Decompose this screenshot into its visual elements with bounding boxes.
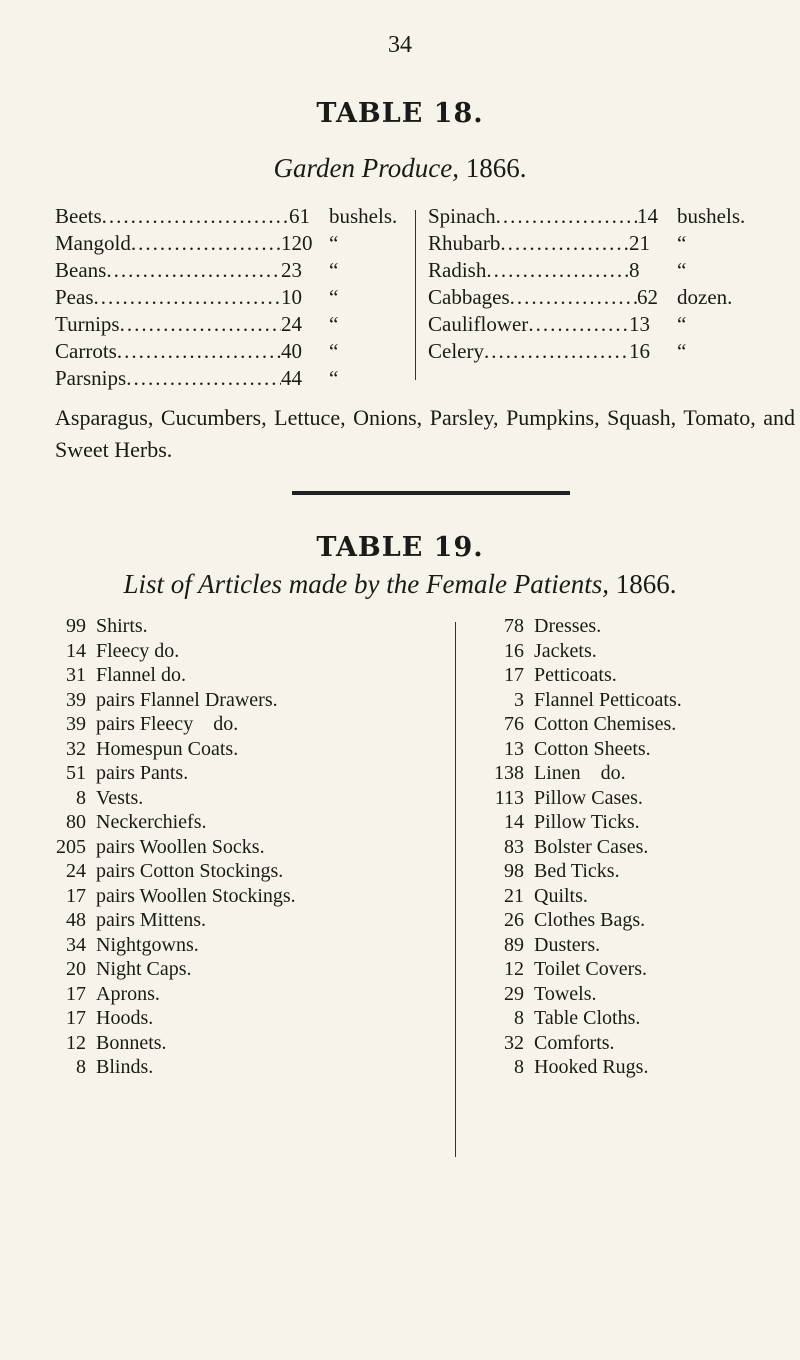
- produce-row: [55, 311, 407, 338]
- dot-leader: [486, 257, 629, 284]
- article-count: 51: [66, 762, 86, 784]
- article-row: [480, 884, 790, 909]
- article-count: 8: [514, 1007, 524, 1029]
- articles-list-right: [480, 614, 790, 1080]
- article-row: [480, 663, 790, 688]
- article-count: 21: [504, 884, 524, 907]
- produce-name: Mangold: [55, 231, 131, 255]
- produce-row: [428, 257, 773, 284]
- article-count: 31: [66, 664, 86, 686]
- produce-name: Beans: [55, 258, 107, 282]
- produce-quantity: 8: [629, 258, 640, 282]
- page-number: 34: [388, 32, 412, 58]
- article-row: [480, 859, 790, 884]
- article-row: [42, 982, 422, 1007]
- article-row: [42, 1055, 422, 1080]
- produce-name: Carrots: [55, 339, 117, 363]
- produce-unit: “: [329, 231, 339, 255]
- article-row: [42, 737, 422, 762]
- article-row: [480, 786, 790, 811]
- article-count: 89: [504, 933, 524, 956]
- produce-quantity: 62: [637, 285, 658, 309]
- article-name: Table Cloths.: [534, 1007, 641, 1029]
- article-name: Blinds.: [96, 1056, 154, 1078]
- article-row: [42, 957, 422, 982]
- dot-leader: [117, 338, 281, 365]
- article-count: 24: [66, 860, 86, 882]
- produce-unit: “: [677, 258, 687, 282]
- article-count: 17: [66, 1007, 86, 1029]
- article-name: Bed Ticks.: [534, 860, 620, 882]
- article-name: Aprons.: [96, 982, 160, 1005]
- article-row: [42, 786, 422, 811]
- article-name: pairs Flannel Drawers.: [96, 688, 278, 711]
- produce-name: Spinach: [428, 204, 496, 228]
- article-count: 26: [504, 909, 524, 931]
- article-row: [480, 957, 790, 982]
- article-name: Fleecy do.: [96, 639, 180, 662]
- article-count: 83: [504, 835, 524, 858]
- article-name: Toilet Covers.: [534, 958, 648, 980]
- produce-quantity: 44: [281, 366, 302, 390]
- other-produce-text: Asparagus, Cucumbers, Lettuce, Onions, Parsley, Pumpkins, Squash, Tomato, and Sweet Herbs.: [55, 405, 795, 462]
- dot-leader: [484, 338, 629, 365]
- produce-row: [55, 257, 407, 284]
- article-count: 3: [514, 688, 524, 711]
- article-name: pairs Woollen Socks.: [96, 835, 265, 858]
- produce-unit: “: [329, 285, 339, 309]
- article-row: [480, 688, 790, 713]
- article-count: 13: [504, 737, 524, 760]
- article-row: [42, 639, 422, 664]
- article-name: Neckerchiefs.: [96, 811, 207, 833]
- article-name: Linen do.: [534, 762, 626, 784]
- article-name: Cotton Chemises.: [534, 713, 677, 735]
- article-name: pairs Pants.: [96, 762, 189, 784]
- dot-leader: [126, 365, 281, 392]
- article-name: Shirts.: [96, 615, 148, 637]
- article-name: Night Caps.: [96, 958, 192, 980]
- produce-list-right: [428, 203, 773, 365]
- article-row: [42, 933, 422, 958]
- articles-list-left: [42, 614, 422, 1080]
- table-19-subtitle-main: List of Articles made by the Female Patients,: [123, 569, 609, 599]
- produce-name: Peas: [55, 285, 94, 309]
- produce-quantity: 16: [629, 339, 650, 363]
- table-18-subtitle-main: Garden Produce,: [273, 153, 459, 183]
- produce-unit: “: [677, 231, 687, 255]
- dot-leader: [510, 284, 637, 311]
- produce-row: [55, 338, 407, 365]
- article-count: 14: [66, 639, 86, 662]
- article-row: [42, 810, 422, 835]
- table-18-subtitle: [0, 153, 800, 184]
- article-count: 76: [504, 713, 524, 735]
- article-name: Clothes Bags.: [534, 909, 646, 931]
- article-count: 138: [494, 762, 524, 784]
- produce-quantity: 13: [629, 312, 650, 336]
- dot-leader: [528, 311, 629, 338]
- produce-list-left: [55, 203, 407, 392]
- table-19-subtitle-year: 1866.: [615, 569, 677, 599]
- article-name: pairs Mittens.: [96, 909, 206, 931]
- produce-name: Rhubarb: [428, 231, 501, 255]
- article-count: 78: [504, 615, 524, 637]
- article-name: Hoods.: [96, 1007, 154, 1029]
- produce-name: Cauliflower: [428, 312, 529, 336]
- section-divider: [292, 491, 570, 495]
- produce-row: [55, 284, 407, 311]
- article-count: 20: [66, 958, 86, 980]
- dot-leader: [102, 203, 289, 230]
- article-count: 8: [76, 1056, 86, 1078]
- produce-row: [428, 311, 773, 338]
- article-row: [480, 761, 790, 786]
- article-count: 17: [66, 982, 86, 1005]
- produce-unit: “: [329, 258, 339, 282]
- produce-unit: “: [677, 339, 687, 363]
- dot-leader: [500, 230, 629, 257]
- article-name: Cotton Sheets.: [534, 737, 651, 760]
- table-19-title: TABLE 19.: [316, 532, 484, 563]
- article-name: Dresses.: [534, 615, 602, 637]
- article-row: [480, 810, 790, 835]
- article-row: [480, 614, 790, 639]
- article-name: Nightgowns.: [96, 933, 199, 956]
- produce-quantity: 61: [289, 204, 310, 228]
- article-row: [480, 933, 790, 958]
- article-count: 205: [56, 835, 86, 858]
- article-count: 48: [66, 909, 86, 931]
- article-count: 14: [504, 811, 524, 833]
- article-count: 17: [504, 664, 524, 686]
- article-row: [480, 1031, 790, 1056]
- article-row: [42, 688, 422, 713]
- article-count: 32: [504, 1031, 524, 1054]
- dot-leader: [496, 203, 637, 230]
- article-row: [42, 761, 422, 786]
- produce-quantity: 21: [629, 231, 650, 255]
- article-count: 113: [494, 786, 524, 809]
- produce-name: Parsnips: [55, 366, 127, 390]
- produce-quantity: 10: [281, 285, 302, 309]
- produce-quantity: 120: [281, 231, 313, 255]
- produce-name: Cabbages: [428, 285, 510, 309]
- produce-unit: “: [329, 366, 339, 390]
- article-row: [480, 908, 790, 933]
- article-row: [42, 859, 422, 884]
- article-row: [480, 1006, 790, 1031]
- article-name: Comforts.: [534, 1031, 615, 1054]
- dot-leader: [94, 284, 282, 311]
- article-row: [480, 1055, 790, 1080]
- article-count: 17: [66, 884, 86, 907]
- produce-row: [55, 365, 407, 392]
- produce-name: Radish: [428, 258, 487, 282]
- article-name: pairs Cotton Stockings.: [96, 860, 284, 882]
- article-row: [42, 1031, 422, 1056]
- article-row: [480, 737, 790, 762]
- produce-name: Celery: [428, 339, 484, 363]
- article-name: Vests.: [96, 786, 144, 809]
- article-name: Pillow Ticks.: [534, 811, 640, 833]
- article-name: Towels.: [534, 982, 597, 1005]
- dot-leader: [106, 257, 281, 284]
- produce-unit: “: [329, 312, 339, 336]
- table-18-title: TABLE 18.: [316, 98, 484, 129]
- article-name: Hooked Rugs.: [534, 1056, 649, 1078]
- article-row: [42, 663, 422, 688]
- dot-leader: [120, 311, 281, 338]
- article-row: [480, 639, 790, 664]
- article-name: Flannel Petticoats.: [534, 688, 682, 711]
- column-divider: [415, 210, 416, 380]
- article-count: 34: [66, 933, 86, 956]
- column-divider: [455, 622, 456, 1157]
- article-name: Bonnets.: [96, 1031, 167, 1054]
- produce-row: [55, 203, 407, 230]
- produce-quantity: 24: [281, 312, 302, 336]
- article-count: 32: [66, 737, 86, 760]
- produce-unit: “: [677, 312, 687, 336]
- article-count: 98: [504, 860, 524, 882]
- article-count: 39: [66, 713, 86, 735]
- article-row: [480, 835, 790, 860]
- article-name: pairs Woollen Stockings.: [96, 884, 296, 907]
- article-name: Pillow Cases.: [534, 786, 643, 809]
- article-name: Dusters.: [534, 933, 601, 956]
- produce-unit: dozen.: [677, 285, 733, 309]
- produce-name: Beets: [55, 204, 102, 228]
- article-count: 99: [66, 615, 86, 637]
- article-count: 12: [504, 958, 524, 980]
- table-19-subtitle: [0, 569, 800, 600]
- article-row: [42, 712, 422, 737]
- article-count: 39: [66, 688, 86, 711]
- article-count: 80: [66, 811, 86, 833]
- produce-quantity: 40: [281, 339, 302, 363]
- article-name: Jackets.: [534, 639, 597, 662]
- article-row: [42, 835, 422, 860]
- article-row: [480, 982, 790, 1007]
- article-row: [480, 712, 790, 737]
- produce-unit: bushels.: [329, 204, 398, 228]
- article-row: [42, 884, 422, 909]
- article-name: Homespun Coats.: [96, 737, 239, 760]
- article-name: Flannel do.: [96, 664, 186, 686]
- article-count: 12: [66, 1031, 86, 1054]
- produce-quantity: 14: [637, 204, 658, 228]
- article-row: [42, 614, 422, 639]
- article-name: Petticoats.: [534, 664, 617, 686]
- article-count: 29: [504, 982, 524, 1005]
- article-name: Quilts.: [534, 884, 588, 907]
- article-name: Bolster Cases.: [534, 835, 649, 858]
- produce-unit: “: [329, 339, 339, 363]
- produce-row: [428, 284, 773, 311]
- produce-row: [428, 230, 773, 257]
- article-count: 16: [504, 639, 524, 662]
- produce-row: [55, 230, 407, 257]
- article-row: [42, 908, 422, 933]
- article-row: [42, 1006, 422, 1031]
- produce-row: [428, 338, 773, 365]
- produce-quantity: 23: [281, 258, 302, 282]
- article-count: 8: [514, 1056, 524, 1078]
- produce-unit: bushels.: [677, 204, 746, 228]
- table-18-subtitle-year: 1866.: [465, 153, 527, 183]
- produce-name: Turnips: [55, 312, 120, 336]
- produce-row: [428, 203, 773, 230]
- article-name: pairs Fleecy do.: [96, 713, 239, 735]
- dot-leader: [131, 230, 281, 257]
- article-count: 8: [76, 786, 86, 809]
